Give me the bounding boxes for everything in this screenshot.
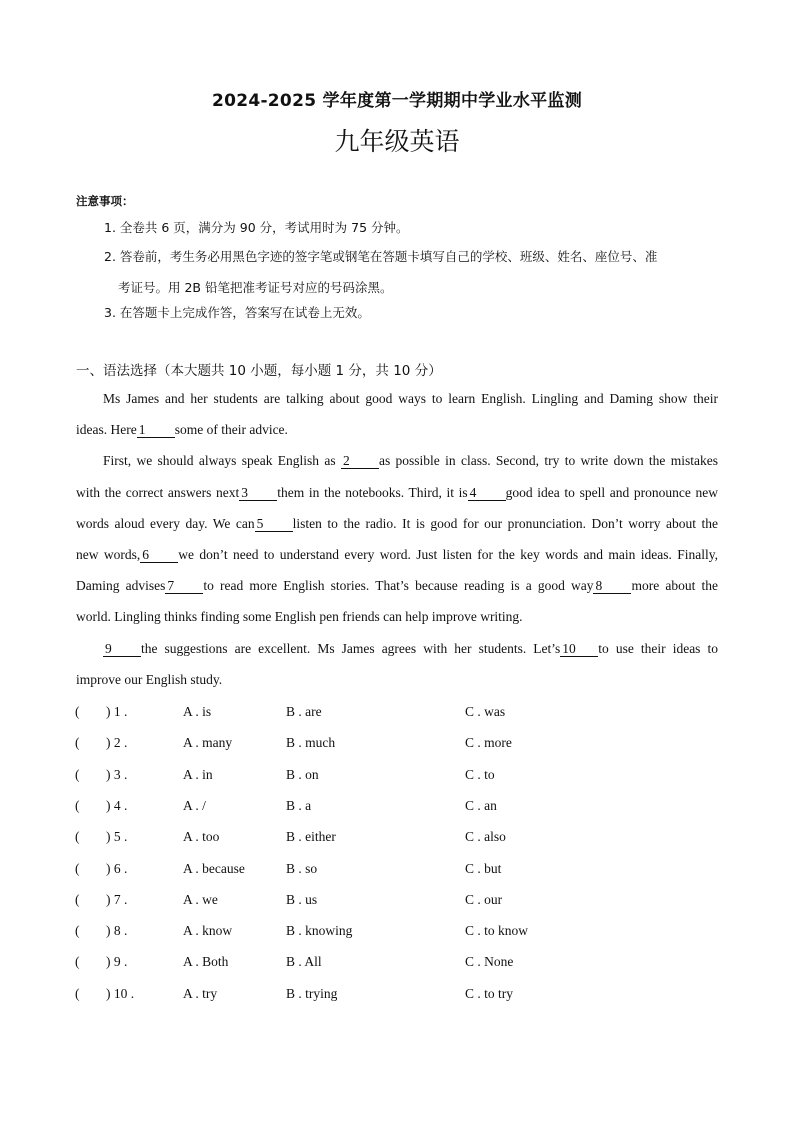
passage-text: Daming advises	[76, 578, 166, 593]
passage-text: more about the	[631, 578, 718, 593]
passage-line	[76, 547, 718, 563]
option-c: C . to try	[465, 985, 514, 1001]
question-row	[75, 704, 735, 724]
passage-text: them in the notebooks. Third, it is	[277, 485, 468, 500]
passage-text: ideas. Here	[76, 422, 137, 437]
passage-text: we don’t need to understand every word. Just listen for the key words and main ideas. Finally,	[178, 547, 718, 562]
option-a: A . too	[183, 829, 220, 845]
passage-text: to use their ideas to	[598, 641, 719, 656]
question-row	[75, 986, 735, 1006]
option-c: C . to know	[465, 923, 529, 939]
answer-paren: (	[75, 704, 80, 719]
option-a: A . we	[183, 891, 218, 907]
option-c: C . also	[465, 829, 506, 845]
note-item-3: 3. 在答题卡上完成作答，答案写在试卷上无效。	[104, 305, 370, 320]
blank-1: 1	[137, 423, 175, 438]
option-a: A . is	[183, 704, 212, 719]
passage-text: some of their advice.	[174, 422, 288, 437]
passage-text: with the correct answers next	[76, 485, 240, 500]
answer-paren: (	[75, 891, 80, 907]
question-number: ) 4 .	[106, 797, 128, 813]
option-b: B . us	[286, 891, 318, 907]
question-row	[75, 767, 735, 787]
question-number: ) 3 .	[106, 766, 128, 782]
blank-7: 7	[165, 579, 203, 594]
passage-text: to read more English stories. That’s because reading is a good way	[203, 578, 594, 593]
question-row	[75, 735, 735, 755]
passage-text: listen to the radio. It is good for our pronunciation. Don’t worry about the	[292, 516, 718, 531]
question-number: ) 1 .	[106, 704, 128, 719]
question-number: ) 2 .	[106, 735, 128, 751]
question-number: ) 7 .	[106, 891, 128, 907]
option-c: C . an	[465, 797, 497, 813]
blank-4: 4	[468, 486, 506, 501]
passage-line: improve our English study.	[76, 672, 223, 687]
passage-line: Ms James and her students are talking about good ways to learn English. Lingling and Daming show their	[103, 391, 718, 406]
option-a: A . many	[183, 735, 233, 751]
answer-paren: (	[75, 797, 80, 813]
question-number: ) 6 .	[106, 860, 128, 876]
option-c: C . our	[465, 891, 503, 907]
question-number: ) 5 .	[106, 829, 128, 845]
option-b: B . so	[286, 860, 318, 876]
option-c: C . None	[465, 954, 514, 970]
blank-8: 8	[593, 579, 631, 594]
passage-text: First, we should always speak English as	[103, 453, 336, 468]
question-number: ) 10 .	[106, 985, 135, 1001]
option-a: A . because	[183, 860, 245, 876]
passage-line	[76, 516, 718, 532]
option-b: B . either	[286, 829, 336, 845]
option-b: B . trying	[286, 985, 338, 1001]
option-c: C . more	[465, 735, 512, 751]
passage-text: the suggestions are excellent. Ms James agrees with her students. Let’s	[141, 641, 561, 656]
answer-paren: (	[75, 923, 80, 939]
passage-line	[103, 453, 718, 469]
answer-paren: (	[75, 985, 80, 1001]
question-number: ) 9 .	[106, 954, 128, 970]
option-a: A . /	[183, 797, 206, 813]
passage-line	[76, 485, 718, 501]
option-c: C . was	[465, 704, 506, 719]
answer-paren: (	[75, 829, 80, 845]
blank-3: 3	[239, 486, 277, 501]
option-b: B . a	[286, 797, 312, 813]
question-row	[75, 798, 735, 818]
blank-10: 10	[560, 642, 598, 657]
option-c: C . to	[465, 766, 495, 782]
question-row	[75, 892, 735, 912]
note-item-1: 1. 全卷共 6 页，满分为 90 分，考试用时为 75 分钟。	[104, 220, 409, 235]
passage-text: good idea to spell and pronounce new	[505, 485, 718, 500]
option-b: B . knowing	[286, 923, 353, 939]
question-row	[75, 954, 735, 974]
option-b: B . much	[286, 735, 336, 751]
answer-paren: (	[75, 735, 80, 751]
option-a: A . know	[183, 923, 233, 939]
question-row	[75, 861, 735, 881]
option-a: A . in	[183, 766, 213, 782]
passage-line	[76, 422, 718, 438]
question-row	[75, 829, 735, 849]
section-heading: 一、语法选择（本大题共 10 小题，每小题 1 分，共 10 分）	[76, 363, 442, 379]
answer-paren: (	[75, 954, 80, 970]
blank-5: 5	[255, 517, 293, 532]
option-b: B . are	[286, 704, 322, 719]
option-b: B . on	[286, 766, 319, 782]
option-a: A . Both	[183, 954, 229, 970]
option-a: A . try	[183, 985, 218, 1001]
blank-9: 9	[103, 642, 141, 657]
notes-heading: 注意事项：	[76, 194, 134, 208]
question-row	[75, 923, 735, 943]
subject-title: 九年级英语	[334, 127, 460, 156]
note-item-2-continued: 考证号。用 2B 铅笔把准考证号对应的号码涂黑。	[118, 280, 393, 295]
question-number: ) 8 .	[106, 923, 128, 939]
passage-line	[76, 578, 718, 594]
option-c: C . but	[465, 860, 502, 876]
passage-line	[103, 641, 718, 657]
note-item-2: 2. 答卷前，考生务必用黑色字迹的签字笔或钢笔在答题卡填写自己的学校、班级、姓名、座位号、准	[104, 249, 658, 264]
passage-text: as possible in class. Second, try to write down the mistakes	[378, 453, 719, 468]
exam-title: 2024-2025 学年度第一学期期中学业水平监测	[211, 91, 583, 111]
blank-6: 6	[140, 548, 178, 563]
blank-2: 2	[341, 454, 379, 469]
option-b: B . All	[286, 954, 322, 970]
answer-paren: (	[75, 860, 80, 876]
passage-text: new words,	[76, 547, 141, 562]
answer-paren: (	[75, 766, 80, 782]
passage-text: words aloud every day. We can	[76, 516, 255, 531]
passage-line: world. Lingling thinks finding some English pen friends can help improve writing.	[76, 609, 523, 624]
